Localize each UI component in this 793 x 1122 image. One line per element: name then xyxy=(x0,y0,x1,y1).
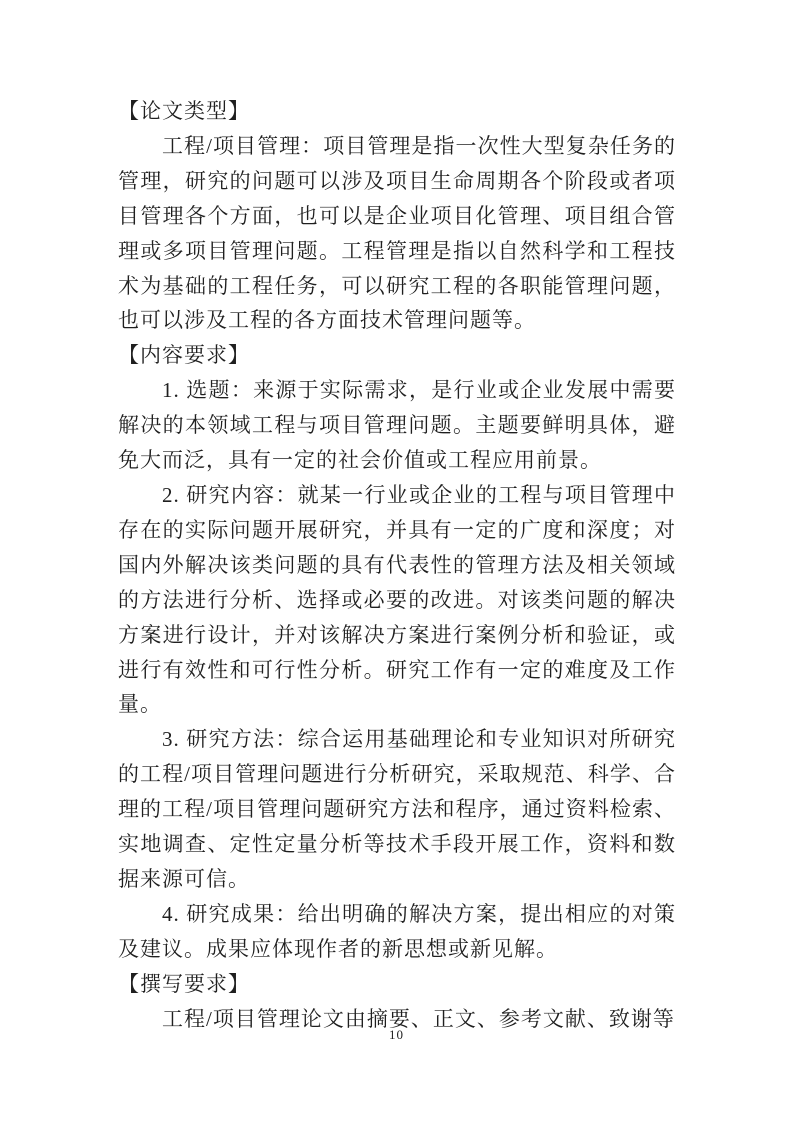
section-heading-paper-type: 【论文类型】 xyxy=(118,99,250,123)
paragraph-paper-type-body: 工程/项目管理：项目管理是指一次性大型复杂任务的管理，研究的问题可以涉及项目生命周期各个阶段或者项目管理各个方面，也可以是企业项目化管理、项目组合管理或多项目管理问题。工程管理是指以自然科学和工程技术为基础的工程任务，可以研究工程的各职能管理问题，也可以涉及工程的各方面技术管理问题等。 xyxy=(118,133,676,333)
paragraph-writing-requirements-body: 工程/项目管理论文由摘要、正文、参考文献、致谢等 xyxy=(162,1006,675,1031)
section-heading-content-requirements: 【内容要求】 xyxy=(118,343,250,368)
paragraph-item-1-topic: 1. 选题：来源于实际需求，是行业或企业发展中需要解决的本领域工程与项目管理问题。主题要鲜明具体，避免大而泛，具有一定的社会价值或工程应用前景。 xyxy=(118,378,676,473)
page-number: 10 xyxy=(389,1027,404,1042)
section-heading-writing-requirements: 【撰写要求】 xyxy=(118,971,250,996)
paragraph-item-3-research-method: 3. 研究方法：综合运用基础理论和专业知识对所研究的工程/项目管理问题进行分析研究，采取规范、科学、合理的工程/项目管理问题研究方法和程序，通过资料检索、实地调查、定性定量分析等技术手段开展工作，资料和数据来源可信。 xyxy=(118,727,676,891)
document-content xyxy=(118,94,676,1036)
paragraph-item-4-research-results: 4. 研究成果：给出明确的解决方案，提出相应的对策及建议。成果应体现作者的新思想或新见解。 xyxy=(118,901,676,961)
paragraph-item-2-research-content: 2. 研究内容：就某一行业或企业的工程与项目管理中存在的实际问题开展研究，并具有一定的广度和深度；对国内外解决该类问题的具有代表性的管理方法及相关领域的方法进行分析、选择或必要的改进。对该类问题的解决方案进行设计，并对该解决方案进行案例分析和验证，或进行有效性和可行性分析。研究工作有一定的难度及工作量。 xyxy=(118,482,676,717)
